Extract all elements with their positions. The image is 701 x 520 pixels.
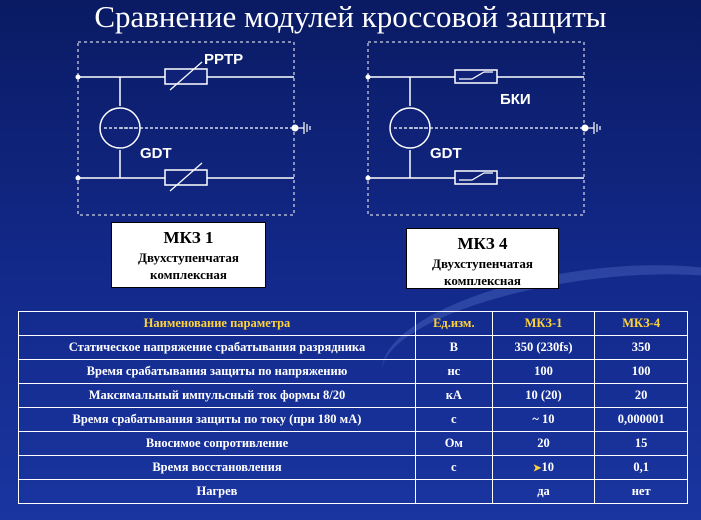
right-terminal	[582, 125, 588, 131]
cell-unit: с	[415, 408, 492, 432]
label-bki: БКИ	[500, 91, 531, 108]
page-title: Сравнение модулей кроссовой защиты	[94, 0, 607, 34]
table-header-row	[19, 312, 688, 336]
cell-param: Нагрев	[19, 480, 416, 504]
cell-param: Время срабатывания защиты по напряжению	[19, 360, 416, 384]
arrow-icon: ➤	[533, 463, 542, 474]
caption-mkz4-line1: Двухступенчатая	[432, 256, 533, 271]
cell-unit	[415, 480, 492, 504]
cell-mkz1: ~ 10	[492, 408, 595, 432]
caption-mkz1-name: МКЗ 1	[163, 228, 214, 247]
caption-mkz4-line2: комплексная	[444, 273, 521, 288]
cell-mkz4: 20	[595, 384, 688, 408]
label-pptp: PPTP	[204, 51, 244, 68]
diagram-mkz4	[366, 42, 600, 215]
label-gdt-right: GDT	[430, 145, 462, 162]
cell-mkz4: 100	[595, 360, 688, 384]
cell-param: Вносимое сопротивление	[19, 432, 416, 456]
table-row	[19, 432, 688, 456]
table-row	[19, 456, 688, 480]
cell-mkz1	[492, 456, 595, 480]
cell-unit: с	[415, 456, 492, 480]
parameters-table	[18, 311, 688, 504]
cell-mkz1: 20	[492, 432, 595, 456]
cell-param: Статическое напряжение срабатывания разрядника	[19, 336, 416, 360]
cell-mkz1: 100	[492, 360, 595, 384]
table-row	[19, 360, 688, 384]
label-gdt-left: GDT	[140, 145, 172, 162]
table-row	[19, 336, 688, 360]
cell-mkz1-value: 10	[541, 460, 554, 474]
header-param: Наименование параметра	[19, 312, 416, 336]
cell-mkz4: 0,1	[595, 456, 688, 480]
cell-mkz4: 0,000001	[595, 408, 688, 432]
cell-mkz4: нет	[595, 480, 688, 504]
cell-unit: Ом	[415, 432, 492, 456]
cell-param: Максимальный импульсный ток формы 8/20	[19, 384, 416, 408]
diagram-mkz1	[76, 42, 310, 215]
caption-mkz4	[406, 228, 559, 289]
caption-mkz1	[111, 222, 266, 288]
caption-mkz1-line1: Двухступенчатая	[138, 250, 239, 265]
cell-mkz4: 15	[595, 432, 688, 456]
cell-unit: В	[415, 336, 492, 360]
table-row	[19, 384, 688, 408]
cell-mkz4: 350	[595, 336, 688, 360]
caption-mkz1-line2: комплексная	[150, 267, 227, 282]
table-row	[19, 480, 688, 504]
caption-mkz4-name: МКЗ 4	[457, 234, 508, 253]
header-mkz1: МКЗ-1	[492, 312, 595, 336]
table-row	[19, 408, 688, 432]
cell-unit: нс	[415, 360, 492, 384]
header-mkz4: МКЗ-4	[595, 312, 688, 336]
cell-mkz1: 10 (20)	[492, 384, 595, 408]
cell-param: Время срабатывания защиты по току (при 180 мА)	[19, 408, 416, 432]
left-terminal	[292, 125, 298, 131]
cell-param: Время восстановления	[19, 456, 416, 480]
header-unit: Ед.изм.	[415, 312, 492, 336]
cell-mkz1: 350 (230fs)	[492, 336, 595, 360]
cell-mkz1: да	[492, 480, 595, 504]
cell-unit: кА	[415, 384, 492, 408]
